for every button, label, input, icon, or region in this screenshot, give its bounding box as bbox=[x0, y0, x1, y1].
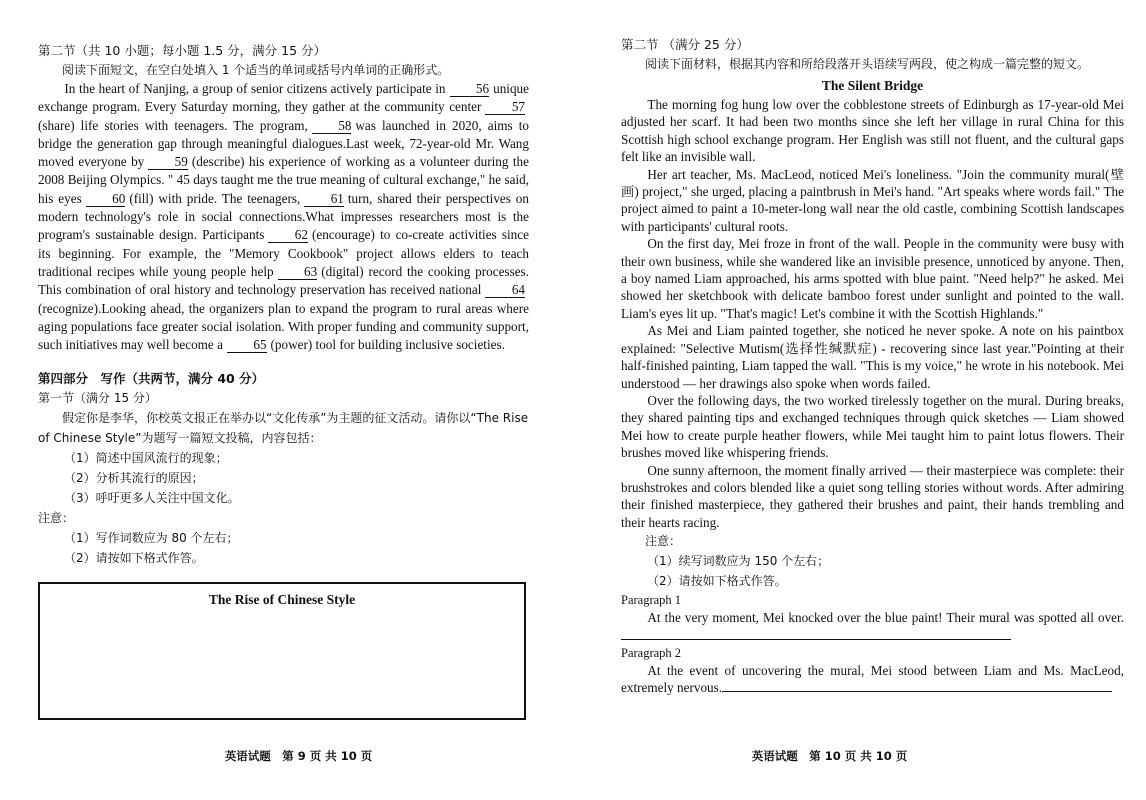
blank-59[interactable]: 59 bbox=[148, 155, 188, 170]
paragraph-1-label: Paragraph 1 bbox=[621, 593, 682, 608]
passage-text: (recognize).Looking ahead, the organizers plan to expand the program to rural areas where aging populations face greater social isolation. With proper funding and community support, such initiatives may well become a bbox=[38, 300, 529, 353]
blank-65[interactable]: 65 bbox=[227, 338, 267, 353]
passage-text: was launched in 2020, aims to bridge the generation gap through meaningful dialogues.Last week, 72-year-old Mr. Wang moved everyone by bbox=[38, 117, 529, 170]
blank-56[interactable]: 56 bbox=[450, 82, 490, 97]
blank-61[interactable]: 61 bbox=[304, 192, 344, 207]
story-paragraph-2: Her art teacher, Ms. MacLeod, noticed Mei's loneliness. "Join the community mural(壁画) project," she urged, placing a paintbrush in Mei's hand. "Art speaks where words fail." The project aimed to paint a 10-meter-long wall near the old castle, combining Scottish landscapes with participants' cultural roots. bbox=[621, 166, 1124, 234]
task-point-1: （1）简述中国风流行的现象； bbox=[64, 451, 228, 466]
paragraph-2-start bbox=[621, 662, 1124, 697]
passage-text: (digital) record the cooking processes. This combination of oral history and technology preservation has received national bbox=[38, 263, 529, 298]
blank-57[interactable]: 57 bbox=[485, 100, 525, 115]
passage-text: (encourage) to co-create activities since its beginning. For example, the "Memory Cookbook" project allows elders to teach traditional recipes while young people help bbox=[38, 227, 529, 279]
writing-task: 假定你是李华，你校英文报正在举办以“文化传承”为主题的征文活动。请你以“The Rise of Chinese Style”为题写一篇短文投稿，内容包括： bbox=[38, 411, 529, 446]
section-2-title: 第二节（共 10 小题；每小题 1.5 分，满分 15 分） bbox=[38, 43, 327, 58]
note-1: （1）写作词数应为 80 个左右； bbox=[64, 531, 239, 546]
paragraph-2-label: Paragraph 2 bbox=[621, 645, 682, 660]
task-point-3: （3）呼吁更多人关注中国文化。 bbox=[64, 491, 240, 506]
answer-box[interactable] bbox=[38, 582, 526, 720]
part-4-title: 第四部分 写作（共两节，满分 40 分） bbox=[38, 371, 265, 387]
blank-60[interactable]: 60 bbox=[86, 192, 126, 207]
notes-label: 注意： bbox=[38, 511, 75, 526]
passage-text: (power) tool for building inclusive societies. bbox=[270, 337, 505, 353]
paragraph-1-opening: At the very moment, Mei knocked over the blue paint! Their mural was spotted all over. bbox=[647, 610, 1124, 626]
paragraph-2-opening: At the event of uncovering the mural, Mei stood between Liam and Ms. MacLeod, extremely nervous. bbox=[621, 662, 1124, 696]
cloze-instruction: 阅读下面短文，在空白处填入 1 个适当的单词或括号内单词的正确形式。 bbox=[62, 63, 450, 77]
page-footer-9: 英语试题 第 9 页 共 10 页 bbox=[224, 749, 373, 763]
story-paragraph-3: On the first day, Mei froze in front of the wall. People in the community were busy with their own business, while she wandered like an invisible presence, unnoticed by anyone. Then, a boy named Liam approached, his arms spotted with blue paint. "Need help?" he asked. Mei showed her sketchbook with delicate bamboo forest under sunlight and pointed to the wall. Liam's eyes lit up. "That's magic! Let's combine it with the Scottish Highlands." bbox=[621, 236, 1124, 321]
blank-62[interactable]: 62 bbox=[268, 228, 308, 243]
story-paragraph-5: Over the following days, the two worked tirelessly together on the mural. During breaks, they shared painting tips and exchanged techniques through quick sketches — Liam showed Mei how to create purple heather flowers, while Mei taught him to paint lotus flowers. Their brushes moved like whispering friends. bbox=[621, 392, 1124, 461]
story-paragraph-6: One sunny afternoon, the moment finally arrived — their masterpiece was complete: their brushstrokes and colors blended like a quiet song telling stories without words. After admiring their finished masterpiece, they gathered their brushes and paint, their hands trembling and their hearts racing. bbox=[621, 462, 1124, 530]
task-point-2: （2）分析其流行的原因； bbox=[64, 471, 204, 486]
note-2: （2）请按如下格式作答。 bbox=[64, 551, 204, 566]
answer-box-title: The Rise of Chinese Style bbox=[208, 592, 356, 608]
passage-text: (fill) with pride. The teenagers, bbox=[129, 190, 301, 206]
continuation-note-2: （2）请按如下格式作答。 bbox=[647, 574, 787, 589]
continuation-instruction: 阅读下面材料，根据其内容和所给段落开头语续写两段，使之构成一篇完整的短文。 bbox=[645, 57, 1090, 71]
passage-text: (share) life stories with teenagers. The program, bbox=[38, 117, 308, 133]
story-paragraph-1: The morning fog hung low over the cobblestone streets of Edinburgh as 17-year-old Mei adjusted her scarf. It had been two months since she left her village in rural China for this Scottish high school exchange program. Her English was still not fluent, and the cultural gaps felt like an invisible wall. bbox=[621, 97, 1124, 165]
continuation-note-1: （1）续写词数应为 150 个左右； bbox=[647, 554, 830, 569]
passage-text: turn, shared their perspectives on modern technology's role in social connections.What impresses researchers most is the program's sustainable design. Participants bbox=[38, 190, 529, 243]
page-10 bbox=[573, 0, 1146, 800]
paragraph-2-answer-line[interactable] bbox=[722, 691, 1112, 692]
continuation-notes-label: 注意： bbox=[645, 534, 682, 549]
cloze-passage bbox=[38, 80, 529, 354]
passage-text: In the heart of Nanjing, a group of senior citizens actively participate in bbox=[64, 81, 446, 96]
blank-64[interactable]: 64 bbox=[485, 283, 525, 298]
story-paragraph-4: As Mei and Liam painted together, she noticed he never spoke. A note on his paintbox explained: "Selective Mutism(选择性缄默症) - recovering since last year."Pointing at their half-finished painting, Liam tapped the wall. "This is my voice," he wrote in his notebook. Mei understood — her drawings also spoke when words failed. bbox=[621, 323, 1124, 391]
continuation-section-title: 第二节 （满分 25 分） bbox=[621, 37, 749, 52]
writing-section-1-title: 第一节（满分 15 分） bbox=[38, 391, 157, 406]
story-title: The Silent Bridge bbox=[821, 78, 924, 93]
blank-58[interactable]: 58 bbox=[312, 119, 352, 134]
paragraph-1-start bbox=[621, 609, 1124, 644]
page-footer-10: 英语试题 第 10 页 共 10 页 bbox=[751, 749, 908, 763]
paragraph-1-answer-line[interactable] bbox=[621, 639, 1011, 640]
blank-63[interactable]: 63 bbox=[278, 265, 318, 280]
passage-text: (describe) his experience of working as a volunteer during the 2008 Beijing Olympics. " 45 days taught me the true meaning of cultural exchange," he said, his eyes bbox=[38, 154, 529, 206]
passage-text: unique exchange program. Every Saturday morning, they gather at the community center bbox=[38, 81, 529, 115]
